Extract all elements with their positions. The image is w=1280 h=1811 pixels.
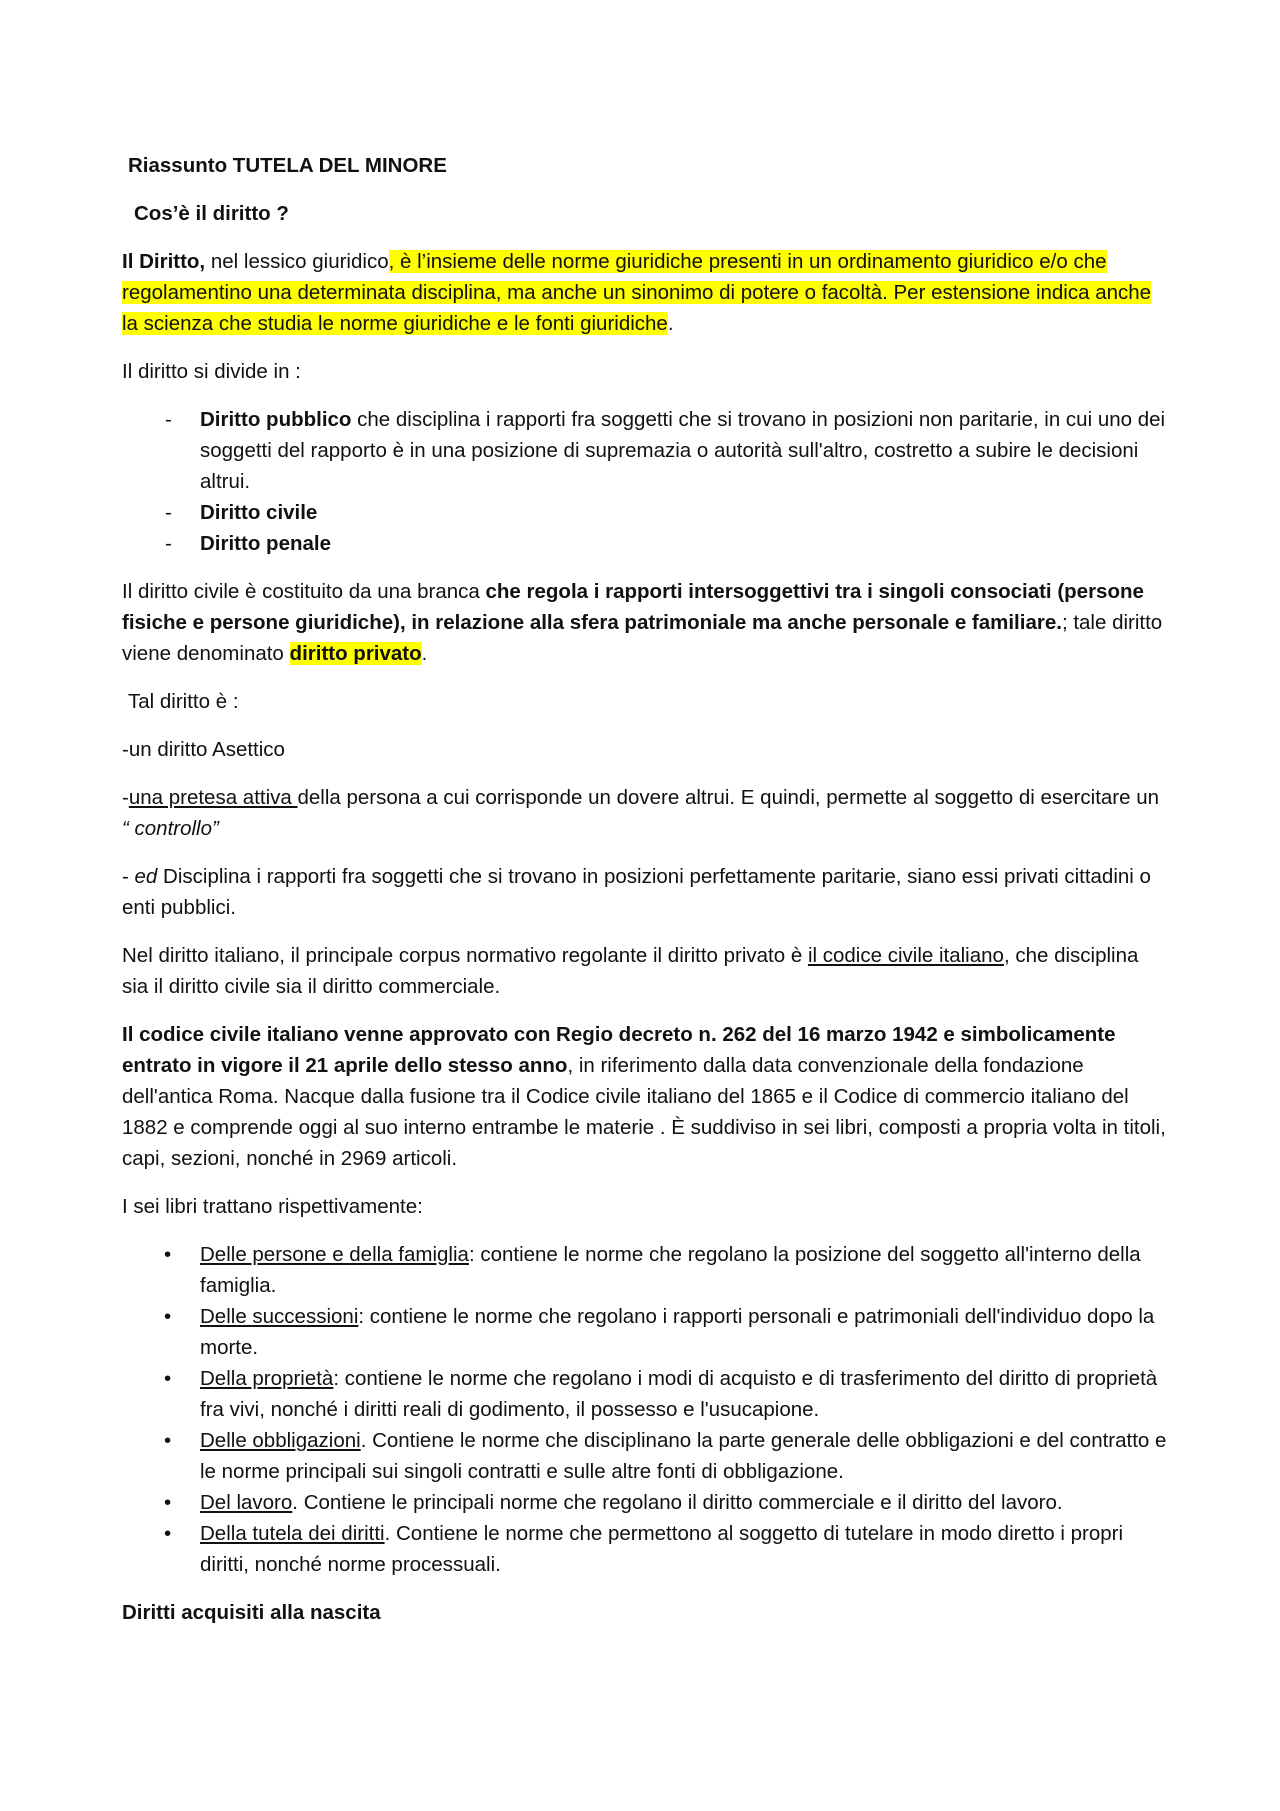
list-item bbox=[122, 1363, 1168, 1425]
document-title: Riassunto TUTELA DEL MINORE bbox=[128, 154, 447, 177]
book-description: . Contiene le principali norme che regolano il diritto commerciale e il diritto del lavoro. bbox=[292, 1491, 1063, 1514]
books-list bbox=[122, 1239, 1168, 1580]
text-highlighted-bold: diritto privato bbox=[289, 642, 422, 665]
paragraph-codice-history bbox=[122, 1019, 1168, 1174]
document-page bbox=[122, 150, 1168, 1645]
text-underlined: il codice civile italiano bbox=[807, 944, 1004, 967]
list-item bbox=[122, 1518, 1168, 1580]
list-item bbox=[122, 1425, 1168, 1487]
bullet-marker: • bbox=[164, 1491, 172, 1514]
text-plain: . bbox=[421, 642, 428, 665]
text-plain: Disciplina i rapporti fra soggetti che si trovano in posizioni perfettamente paritarie, siano essi privati cittadini o enti pubblici. bbox=[122, 865, 1151, 919]
paragraph-asettico: -un diritto Asettico bbox=[122, 738, 285, 761]
text-bold: Il codice civile italiano venne approvato con Regio decreto n. 262 del 16 marzo 1942 e simbolicamente entrato in vigore il 21 aprile dello stesso anno bbox=[122, 1023, 1116, 1077]
book-title: Del lavoro bbox=[200, 1491, 293, 1514]
list-item bbox=[122, 497, 1168, 528]
text-plain: - bbox=[122, 786, 129, 809]
book-title: Della tutela dei diritti bbox=[200, 1522, 385, 1545]
book-title: Delle obbligazioni bbox=[200, 1429, 361, 1452]
list-item bbox=[122, 1487, 1168, 1518]
dash-marker: - bbox=[165, 532, 172, 555]
item-text: che disciplina i rapporti fra soggetti che si trovano in posizioni non paritarie, in cui uno dei soggetti del rapporto è in una posizione di supremazia o autorità sull'altro, costretto a subire le decisioni altrui. bbox=[200, 408, 1166, 493]
paragraph-codice-intro bbox=[122, 940, 1168, 1002]
paragraph-disciplina bbox=[122, 861, 1168, 923]
item-term: Diritto penale bbox=[200, 532, 331, 555]
paragraph-divisions-intro: Il diritto si divide in : bbox=[122, 360, 301, 383]
paragraph-civil-law bbox=[122, 576, 1168, 669]
list-item bbox=[122, 1239, 1168, 1301]
list-item bbox=[122, 404, 1168, 497]
section-question: Cos’è il diritto ? bbox=[134, 202, 289, 225]
text-highlighted: , è l’insieme delle norme giuridiche presenti in un ordinamento giuridico e/o che regolamentino una determinata disciplina, ma anche un sinonimo di potere o facoltà. Per estensione indica anche la scienza che studia le norme giuridiche e le fonti giuridiche bbox=[122, 250, 1152, 335]
paragraph-tal-diritto: Tal diritto è : bbox=[128, 690, 239, 713]
list-item bbox=[122, 528, 1168, 559]
book-title: Delle successioni bbox=[200, 1305, 359, 1328]
bullet-marker: • bbox=[164, 1367, 172, 1390]
dash-marker: - bbox=[165, 501, 172, 524]
term-bold: Il Diritto, bbox=[122, 250, 206, 273]
paragraph-pretesa bbox=[122, 782, 1168, 844]
item-term: Diritto civile bbox=[200, 501, 318, 524]
book-title: Della proprietà bbox=[200, 1367, 334, 1390]
text-italic: ed bbox=[134, 865, 158, 888]
bullet-marker: • bbox=[164, 1305, 172, 1328]
text-plain: . bbox=[667, 312, 674, 335]
list-item bbox=[122, 1301, 1168, 1363]
dash-marker: - bbox=[165, 408, 172, 431]
book-description: . Contiene le norme che permettono al soggetto di tutelare in modo diretto i propri diritti, nonché norme processuali. bbox=[200, 1522, 1124, 1576]
paragraph-definition bbox=[122, 246, 1168, 339]
bullet-marker: • bbox=[164, 1243, 172, 1266]
paragraph-books-intro: I sei libri trattano rispettivamente: bbox=[122, 1195, 423, 1218]
book-description: . Contiene le norme che disciplinano la parte generale delle obbligazioni e del contratto e le norme principali sui singoli contratti e sulle altre fonti di obbligazione. bbox=[200, 1429, 1167, 1483]
bullet-marker: • bbox=[164, 1429, 172, 1452]
text-plain: Nel diritto italiano, il principale corpus normativo regolante il diritto privato è bbox=[122, 944, 808, 967]
book-description: : contiene le norme che regolano i modi di acquisto e di trasferimento del diritto di proprietà fra vivi, nonché i diritti reali di godimento, il possesso e l'usucapione. bbox=[200, 1367, 1158, 1421]
text-plain: nel lessico giuridico bbox=[205, 250, 389, 273]
text-plain: ; tale diritto viene denominato bbox=[122, 611, 1163, 665]
text-italic: “ controllo” bbox=[122, 817, 219, 840]
text-plain: della persona a cui corrisponde un dovere altrui. E quindi, permette al soggetto di esercitare un bbox=[297, 786, 1160, 809]
bullet-marker: • bbox=[164, 1522, 172, 1545]
text-plain: , che disciplina sia il diritto civile sia il diritto commerciale. bbox=[122, 944, 1139, 998]
text-plain: - bbox=[122, 865, 135, 888]
book-description: : contiene le norme che regolano i rapporti personali e patrimoniali dell'individuo dopo la morte. bbox=[200, 1305, 1155, 1359]
book-title: Delle persone e della famiglia bbox=[200, 1243, 469, 1266]
text-plain: Il diritto civile è costituito da una branca bbox=[122, 580, 486, 603]
text-plain: , in riferimento dalla data convenzionale della fondazione dell'antica Roma. Nacque dalla fusione tra il Codice civile italiano del 1865 e il Codice di commercio italiano del 1882 e comprende oggi al suo interno entrambe le materie . È suddiviso in sei libri, composti a propria volta in titoli, capi, sezioni, nonché in 2969 articoli. bbox=[122, 1054, 1166, 1170]
text-bold: che regola i rapporti intersoggettivi tra i singoli consociati (persone fisiche e persone giuridiche), in relazione alla sfera patrimoniale ma anche personale e familiare. bbox=[122, 580, 1144, 634]
divisions-list bbox=[122, 404, 1168, 559]
item-term: Diritto pubblico bbox=[200, 408, 352, 431]
book-description: : contiene le norme che regolano la posizione del soggetto all'interno della famiglia. bbox=[200, 1243, 1141, 1297]
section-heading: Diritti acquisiti alla nascita bbox=[122, 1601, 381, 1624]
text-underlined: una pretesa attiva bbox=[128, 786, 298, 809]
